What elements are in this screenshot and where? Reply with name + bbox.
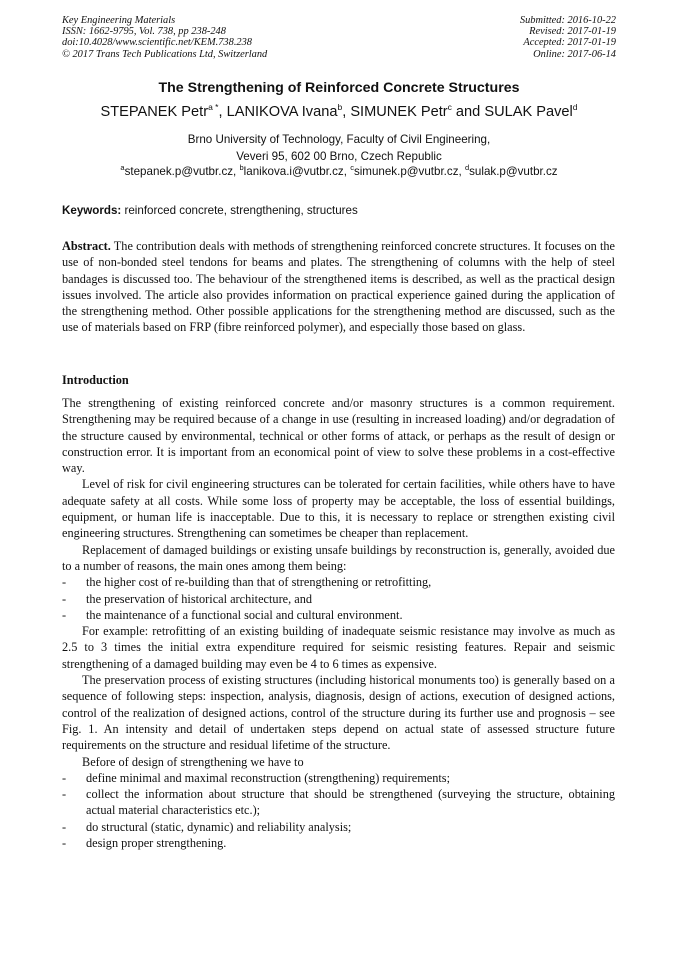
- affiliation: [0, 131, 678, 165]
- email-mark: a: [120, 163, 125, 172]
- section-heading: Introduction: [62, 373, 129, 387]
- introduction-body: [62, 395, 615, 851]
- list-dash: -: [62, 787, 67, 802]
- list-item-text: the higher cost of re-building than that of strengthening or retrofitting,: [86, 575, 432, 590]
- author-emails: [0, 165, 678, 178]
- list-dash: -: [62, 770, 67, 785]
- author-affiliation-mark: d: [572, 102, 578, 112]
- email-link[interactable]: lanikova.i@vutbr.cz: [243, 165, 344, 178]
- email-separator: ,: [458, 165, 465, 178]
- email-mark: b: [239, 163, 244, 172]
- list-dash: -: [62, 591, 67, 606]
- date-submitted: Submitted: 2016-10-22: [519, 15, 616, 26]
- list-item: [62, 591, 615, 607]
- email-separator: ,: [343, 165, 351, 178]
- journal-doi: doi:10.4028/www.scientific.net/KEM.738.238: [62, 37, 252, 49]
- author-affiliation-mark: b: [337, 102, 343, 112]
- email-link[interactable]: simunek.p@vutbr.cz: [353, 165, 459, 178]
- paragraph: The preservation process of existing structures (including historical monuments too) is generally based on a sequence of following steps: inspection, analysis, diagnosis, design of actions, execution of designed actions, control of the realization of designed actions, control of the structure during its further use and prognosis – see Fig. 1. An intensity and detail of undertaken steps depend on actual state of assessed structure future requirements on the structure and residual lifetime of the structure.: [62, 673, 615, 753]
- email-link[interactable]: sulak.p@vutbr.cz: [469, 165, 558, 178]
- list-dash: -: [62, 819, 67, 834]
- abstract-label: Abstract.: [62, 239, 111, 253]
- author-separator: ,: [218, 104, 227, 120]
- paragraph: Replacement of damaged buildings or existing unsafe buildings by reconstruction is, generally, avoided due to a number of reasons, the main ones among them being:: [62, 542, 615, 573]
- email-separator: ,: [233, 165, 240, 178]
- date-online: Online: 2017-06-14: [533, 48, 616, 60]
- abstract-text: The contribution deals with methods of strengthening reinforced concrete structures. It focuses on the use of non-bonded steel tendons for beams and plates. The strengthening of columns with the help of steel bandages is discussed too. The behaviour of the strengthened items is described, as well as the practical design issues involved. The article also provides information on practical experience gained during the application of the strengthening method. Other possible applications for the strengthening method are discussed, such as the use of materials based on FRP (fibre reinforced polymer), and especially those based on glass.: [62, 239, 615, 335]
- paragraph: Level of risk for civil engineering structures can be tolerated for certain facilities, while others have to have adequate safety at all costs. While some loss of property may be acceptable, the loss of essential buildings, equipment, or human life is inacceptable. Due to this, it is necessary to replace or strengthen existing civil engineering structures. Strengthening can sometimes be cheaper than replacement.: [62, 477, 615, 541]
- keywords-label: Keywords:: [62, 204, 122, 217]
- date-revised: Revised: 2017-01-19: [529, 26, 616, 38]
- list-item-text: the preservation of historical architecture, and: [86, 591, 313, 606]
- list-dash: -: [62, 836, 67, 851]
- list-item-text: define minimal and maximal reconstruction (strengthening) requirements;: [86, 770, 451, 785]
- paragraph: Before of design of strengthening we have to: [82, 754, 304, 769]
- email-link[interactable]: stepanek.p@vutbr.cz: [124, 165, 234, 178]
- list-item-text: collect the information about structure that should be strengthened (surveying the structure, obtaining actual material characteristics etc.);: [86, 787, 615, 818]
- author-name: SULAK Pavel: [484, 104, 573, 120]
- journal-name: Key Engineering Materials: [62, 15, 176, 26]
- paragraph: The strengthening of existing reinforced concrete and/or masonry structures is a common requirement. Strengthening may be required because of a change in use (resulting in increased loading) and/or degradation of the structure caused by environmental, technical or other forms of attack, or perhaps as the result of design or construction error. It is important from an economical point of view to solve these problems in a cost-effective way.: [62, 396, 615, 476]
- paragraph: For example: retrofitting of an existing building of inadequate seismic resistance may involve as much as 2.5 to 3 times the initial extra expenditure required for seismic resisting features. Repair and seismic strengthening of a damaged building may even be 4 to 6 times as expensive.: [62, 624, 615, 671]
- author-affiliation-mark: a *: [208, 102, 219, 112]
- keywords-text: reinforced concrete, strengthening, structures: [121, 204, 358, 217]
- list-item: [62, 770, 615, 786]
- author-name: STEPANEK Petr: [100, 104, 209, 120]
- list-item: [62, 819, 615, 835]
- list-dash: -: [62, 575, 67, 590]
- list-item: [62, 835, 615, 851]
- submission-dates: [520, 15, 616, 60]
- journal-issn: ISSN: 1662-9795, Vol. 738, pp 238-248: [62, 26, 226, 38]
- email-mark: d: [464, 163, 470, 172]
- author-separator: and: [451, 104, 485, 120]
- email-mark: c: [350, 163, 354, 172]
- journal-info: [62, 15, 267, 60]
- list-item-text: design proper strengthening.: [86, 836, 227, 851]
- author-name: LANIKOVA Ivana: [226, 104, 338, 120]
- author-separator: ,: [342, 104, 351, 120]
- affiliation-line: Brno University of Technology, Faculty of Civil Engineering,: [187, 133, 491, 146]
- list-item-text: do structural (static, dynamic) and reliability analysis;: [86, 819, 352, 834]
- author-affiliation-mark: c: [447, 102, 452, 112]
- abstract: [62, 238, 615, 336]
- paper-title: The Strengthening of Reinforced Concrete Structures: [158, 80, 520, 96]
- list-item: [62, 607, 615, 623]
- keywords: [62, 204, 617, 217]
- list-item: [62, 574, 615, 590]
- list-item: [62, 786, 615, 819]
- affiliation-line: Veveri 95, 602 00 Brno, Czech Republic: [236, 150, 442, 163]
- author-name: SIMUNEK Petr: [350, 104, 448, 120]
- list-dash: -: [62, 607, 67, 622]
- date-accepted: Accepted: 2017-01-19: [523, 37, 616, 49]
- author-list: [0, 104, 678, 120]
- journal-copyright: © 2017 Trans Tech Publications Ltd, Switzerland: [62, 48, 268, 60]
- list-item-text: the maintenance of a functional social and cultural environment.: [86, 607, 403, 622]
